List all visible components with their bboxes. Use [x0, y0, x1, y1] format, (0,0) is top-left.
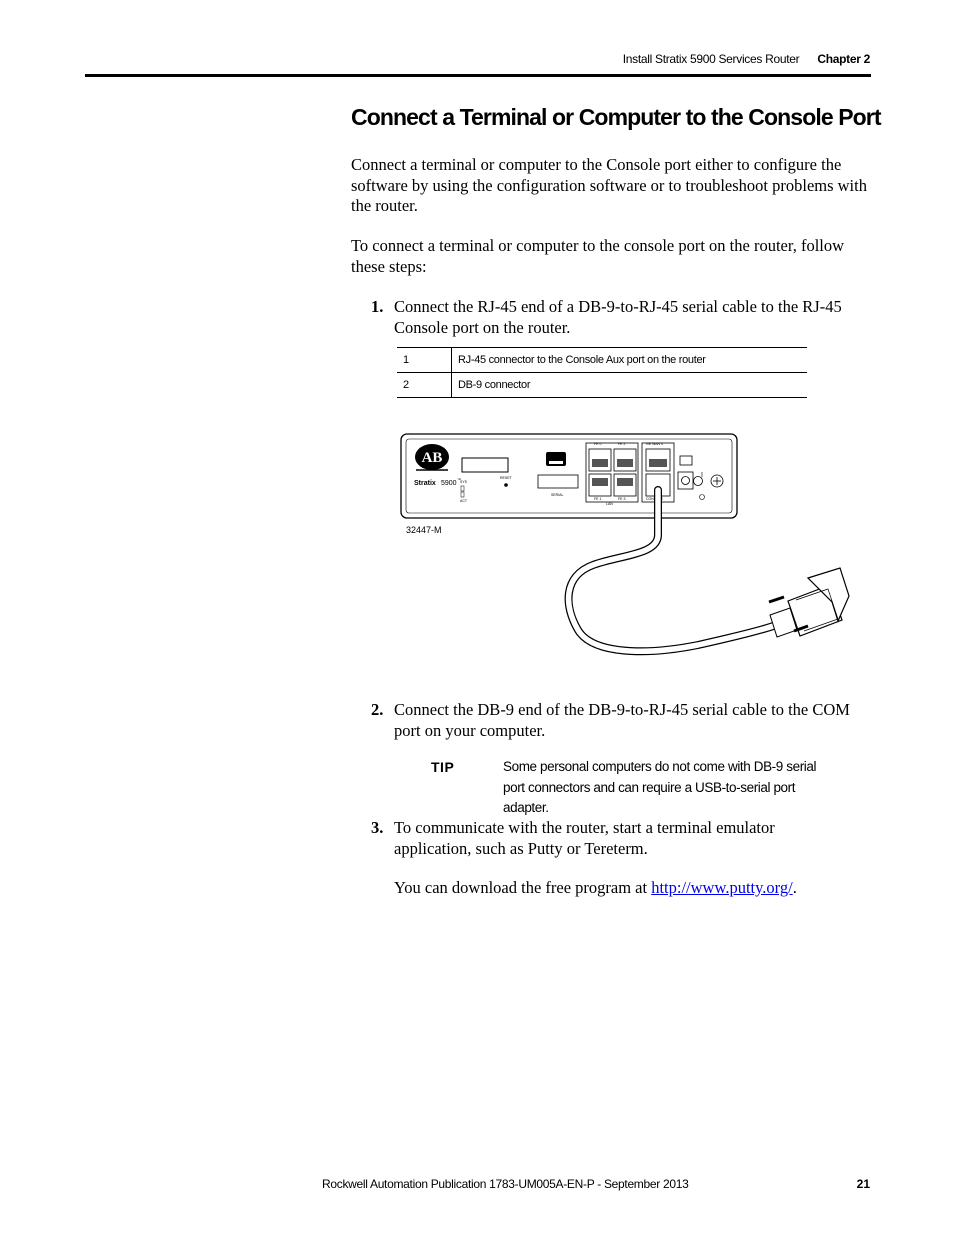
page-number: 21 [856, 1177, 870, 1191]
step-number: 3. [371, 818, 384, 837]
rj45-port [614, 449, 636, 471]
legend-description: RJ-45 connector to the Console Aux port on the router [452, 348, 808, 373]
fe3-label: FE 3 [618, 497, 626, 501]
table-row [397, 348, 807, 373]
serial-slot [538, 475, 578, 488]
step-3 [371, 818, 851, 859]
rj45-port [614, 474, 636, 496]
power-connector [678, 472, 693, 489]
db9-connector [769, 568, 849, 637]
usb-port [680, 456, 692, 465]
header-rule [85, 74, 871, 77]
intro-paragraph: Connect a terminal or computer to the Console port either to configure the software by using the configuration software or to troubleshoot problems with the router. [351, 155, 867, 215]
step-number: 1. [371, 297, 384, 316]
logo-text: AB [421, 450, 443, 466]
step-2 [371, 700, 851, 741]
model-label: 5900 [441, 480, 457, 487]
legend-number: 1 [397, 348, 452, 373]
legend-table [397, 347, 807, 398]
fe1-label: FE 1 [594, 497, 602, 501]
table-row [397, 373, 807, 398]
wan-port [646, 449, 670, 471]
brand-label: Stratix [414, 480, 436, 487]
tip-label: TIP [431, 759, 455, 775]
step-number: 2. [371, 700, 384, 719]
header-chapter: Chapter 2 [817, 52, 870, 66]
console-label: CONSOLE [646, 497, 664, 501]
wan-label: GE WAN 0 [646, 442, 663, 446]
step-text: To communicate with the router, start a terminal emulator application, such as Putty or Tereterm. [394, 818, 775, 858]
figure-id: 32447-M [406, 525, 442, 535]
putty-link[interactable]: http://www.putty.org/ [651, 878, 793, 897]
sys-led-label: SYS [460, 480, 468, 484]
reset-button [504, 483, 508, 487]
ab-logo [415, 444, 449, 470]
step-text: Connect the RJ-45 end of a DB-9-to-RJ-45 serial cable to the RJ-45 Console port on the router. [394, 297, 842, 337]
serial-label: SERIAL [551, 493, 564, 497]
act-led-label: ACT [460, 499, 467, 503]
lan-label: LAN [606, 502, 613, 506]
rj45-port [589, 449, 611, 471]
trademark: ™ [457, 477, 461, 482]
tip-text: Some personal computers do not come with DB-9 serial port connectors and can require a USB-to-serial port adapter. [503, 759, 817, 815]
step-text: Connect the DB-9 end of the DB-9-to-RJ-45 serial cable to the COM port on your computer. [394, 700, 850, 740]
running-header [623, 52, 870, 66]
fe0-label: FE 0 [594, 442, 602, 446]
download-suffix: . [792, 878, 797, 897]
reset-label: RESET [500, 476, 512, 480]
footer-publication: Rockwell Automation Publication 1783-UM005A-EN-P - September 2013 [322, 1177, 689, 1191]
page-title: Connect a Terminal or Computer to the Console Port [351, 104, 881, 130]
step-1 [371, 297, 851, 338]
download-prefix: You can download the free program at [394, 878, 652, 897]
router-console-cable-figure [398, 430, 858, 670]
header-section: Install Stratix 5900 Services Router [622, 52, 800, 66]
lead-paragraph: To connect a terminal or computer to the console port on the router, follow these steps: [351, 236, 845, 276]
label-window [462, 458, 508, 472]
fe2-label: FE 2 [618, 442, 626, 446]
legend-description: DB-9 connector [452, 373, 808, 398]
rj45-port [589, 474, 611, 496]
legend-number: 2 [397, 373, 452, 398]
download-note [394, 878, 797, 899]
